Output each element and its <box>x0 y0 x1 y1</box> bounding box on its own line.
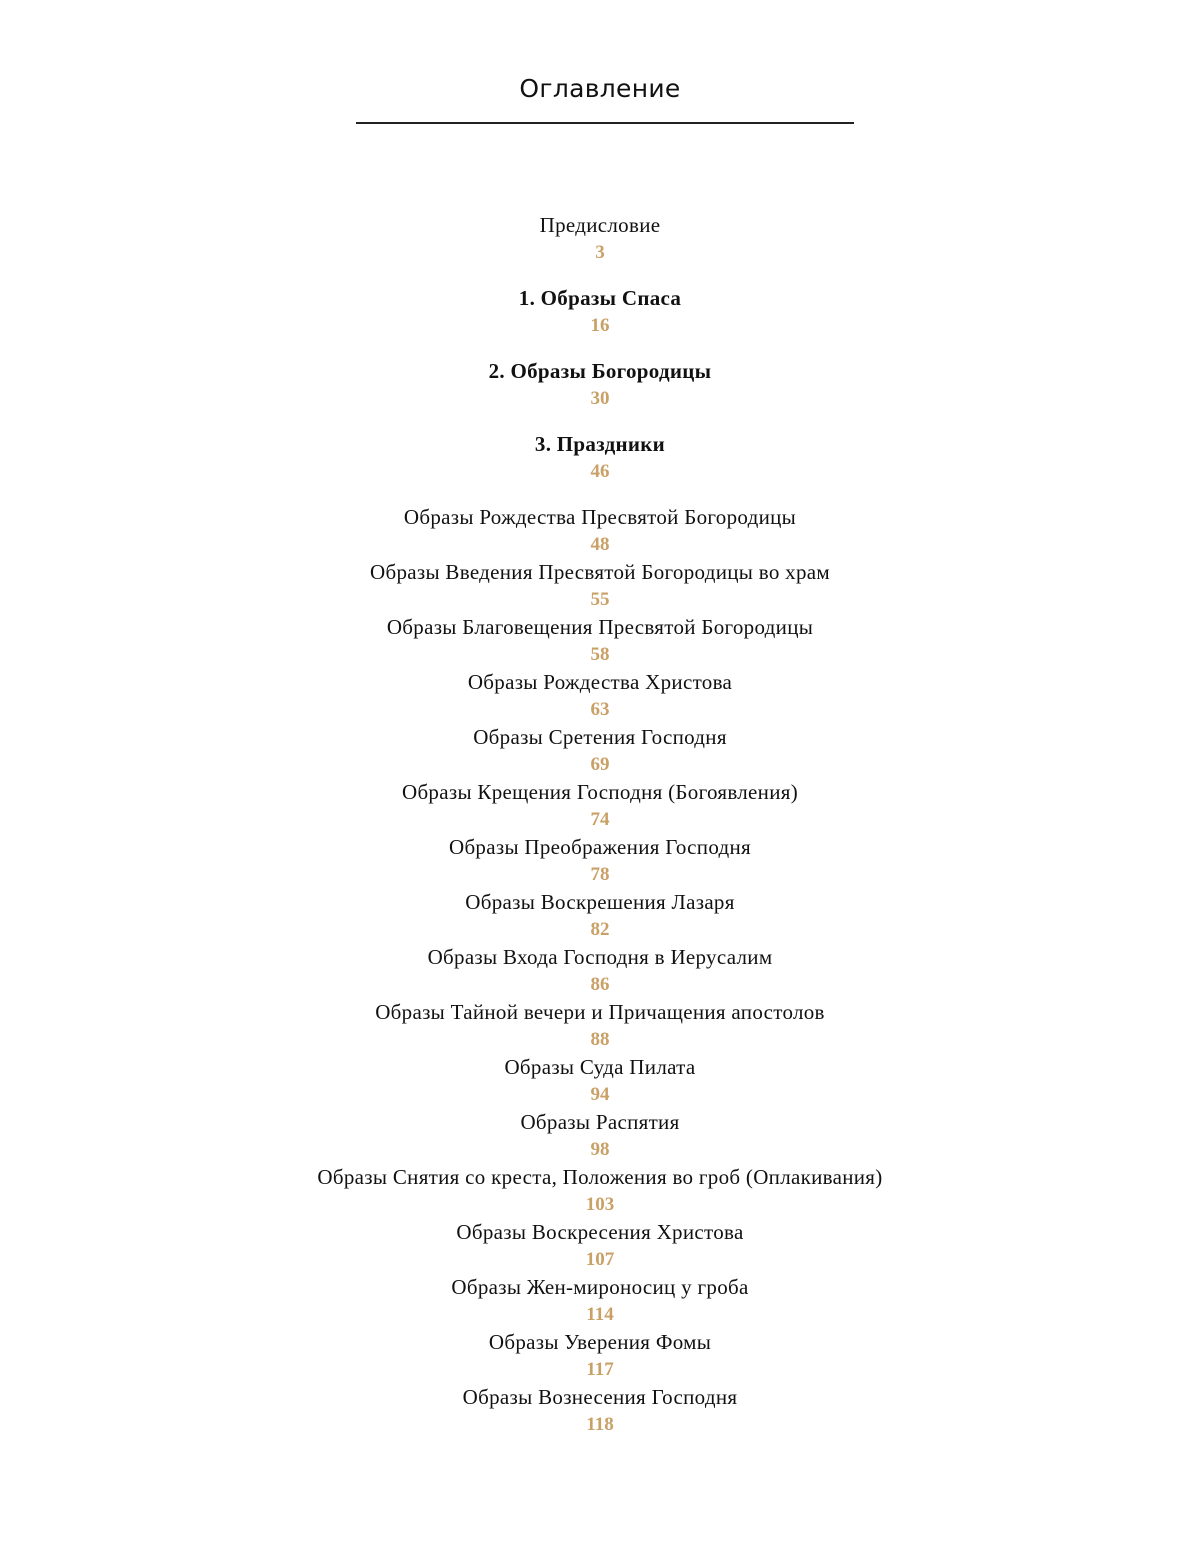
title-underline <box>356 122 854 124</box>
toc-entry-page: 82 <box>590 919 610 940</box>
toc-entry-page: 30 <box>590 388 610 409</box>
toc-entry-page: 94 <box>590 1084 610 1105</box>
toc-entry[interactable] <box>0 430 1200 485</box>
toc-entry[interactable] <box>0 211 1200 266</box>
toc-entry-title: Образы Рождества Христова <box>467 670 733 694</box>
toc-entry-title: Образы Входа Господня в Иерусалим <box>427 945 773 969</box>
toc-entry-title: Образы Снятия со креста, Положения во гроб (Оплакивания) <box>317 1165 883 1189</box>
toc-entry-title: Образы Суда Пилата <box>504 1055 696 1079</box>
toc-entry-title: Образы Преображения Господня <box>448 835 751 859</box>
toc-entry-page: 103 <box>585 1194 615 1215</box>
toc-entry-page: 117 <box>586 1359 614 1380</box>
toc-entry[interactable] <box>0 998 1200 1053</box>
toc-entry[interactable] <box>0 357 1200 412</box>
toc-entry[interactable] <box>0 1328 1200 1383</box>
toc-entry[interactable] <box>0 833 1200 888</box>
toc-entry-title: Образы Крещения Господня (Богоявления) <box>401 780 798 804</box>
toc-entry-title: Образы Сретения Господня <box>473 725 727 749</box>
toc-entry-page: 107 <box>585 1249 615 1270</box>
toc-entry-page: 118 <box>586 1414 614 1435</box>
toc-entry-page: 46 <box>590 461 610 482</box>
toc-entry[interactable] <box>0 284 1200 339</box>
toc-entry[interactable] <box>0 943 1200 998</box>
toc-entry-page: 63 <box>590 699 610 720</box>
toc-entry-page: 58 <box>590 644 610 665</box>
toc-entry[interactable] <box>0 1218 1200 1273</box>
toc-entry-title: Образы Жен-мироносиц у гроба <box>451 1275 749 1299</box>
toc-entry[interactable] <box>0 503 1200 558</box>
toc-entry-title: Образы Воскрешения Лазаря <box>465 890 735 914</box>
toc-entry[interactable] <box>0 1108 1200 1163</box>
toc-entry-page: 3 <box>595 242 605 263</box>
toc-entry-page: 98 <box>590 1139 610 1160</box>
toc-entry[interactable] <box>0 1163 1200 1218</box>
toc-entry-title: Образы Распятия <box>520 1110 680 1134</box>
toc-entry-page: 74 <box>590 809 610 830</box>
toc-entry-title: Образы Вознесения Господня <box>462 1385 738 1409</box>
toc-entry-page: 88 <box>590 1029 610 1050</box>
toc-entry-page: 78 <box>590 864 610 885</box>
toc-entry[interactable] <box>0 613 1200 668</box>
toc-entry[interactable] <box>0 668 1200 723</box>
toc-entry[interactable] <box>0 1383 1200 1438</box>
toc-entry-page: 55 <box>590 589 610 610</box>
toc-entry-title: Образы Уверения Фомы <box>488 1330 712 1354</box>
toc-entry[interactable] <box>0 888 1200 943</box>
toc-entry-page: 16 <box>590 315 610 336</box>
toc-entry[interactable] <box>0 1053 1200 1108</box>
table-of-contents <box>0 211 1200 1438</box>
page-title: Оглавление <box>519 74 681 103</box>
toc-entry-title: Образы Благовещения Пресвятой Богородицы <box>386 615 814 639</box>
toc-entry[interactable] <box>0 1273 1200 1328</box>
toc-entry[interactable] <box>0 558 1200 613</box>
toc-entry-title: 1. Образы Спаса <box>518 286 682 310</box>
toc-entry[interactable] <box>0 723 1200 778</box>
toc-entry[interactable] <box>0 778 1200 833</box>
toc-entry-page: 69 <box>590 754 610 775</box>
toc-entry-title: 3. Праздники <box>534 432 666 456</box>
toc-entry-title: Образы Рождества Пресвятой Богородицы <box>403 505 797 529</box>
toc-entry-title: 2. Образы Богородицы <box>488 359 712 383</box>
toc-entry-title: Образы Воскресения Христова <box>456 1220 744 1244</box>
toc-entry-page: 48 <box>590 534 610 555</box>
toc-entry-title: Образы Введения Пресвятой Богородицы во храм <box>370 560 830 584</box>
toc-entry-page: 86 <box>590 974 610 995</box>
toc-entry-page: 114 <box>586 1304 614 1325</box>
toc-entry-title: Образы Тайной вечери и Причащения апостолов <box>375 1000 825 1024</box>
toc-entry-title: Предисловие <box>539 213 661 237</box>
